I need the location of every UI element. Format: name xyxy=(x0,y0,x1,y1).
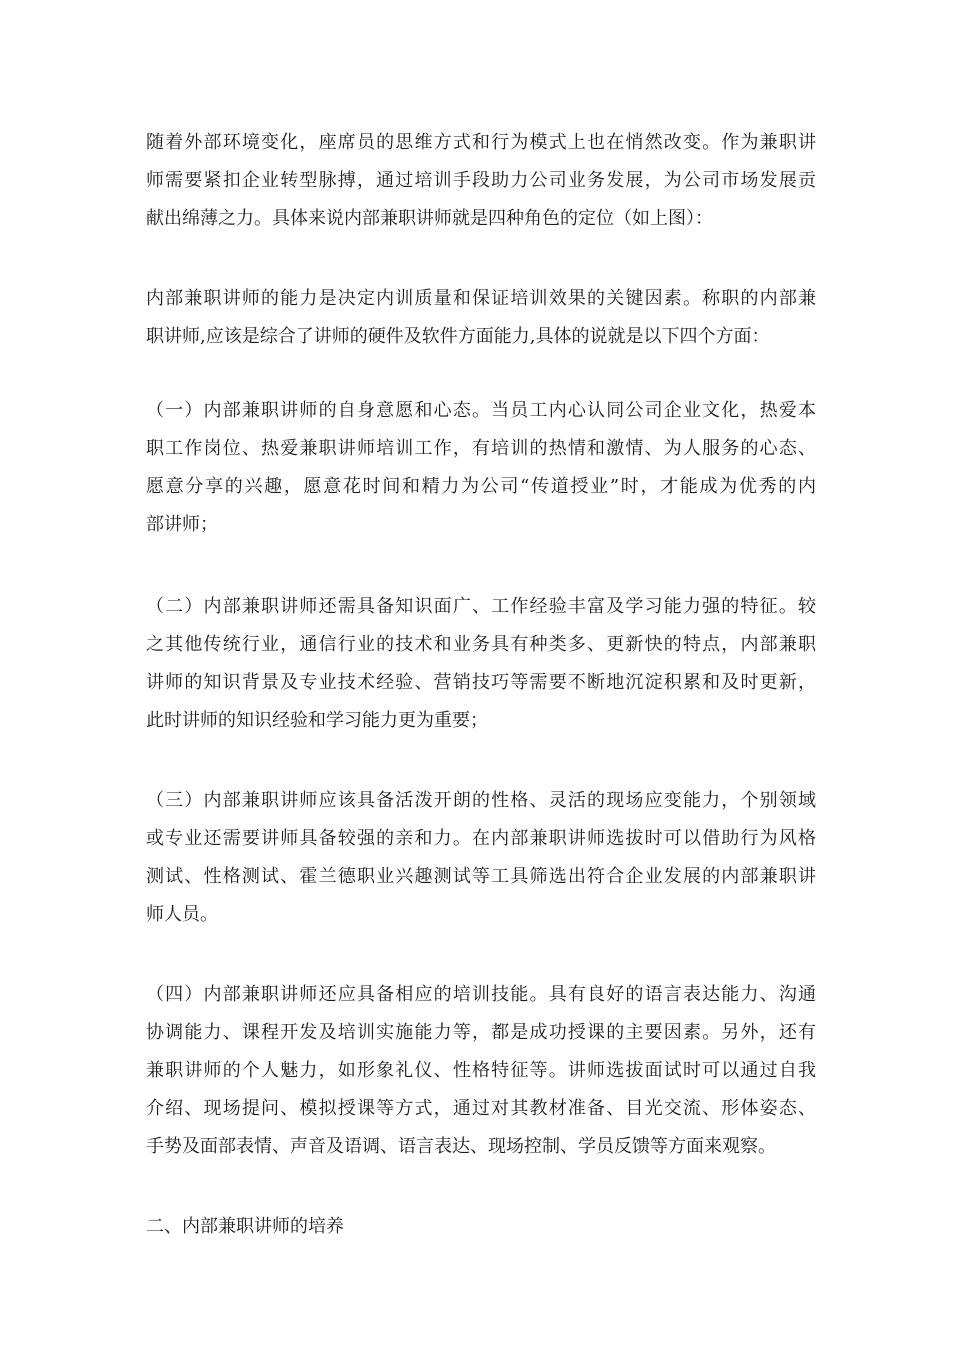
paragraph-line: 部讲师； xyxy=(146,514,218,535)
paragraph-line: 之其他传统行业，通信行业的技术和业务具有种类多、更新快的特点，内部兼职 xyxy=(146,634,816,655)
paragraph-point-3 xyxy=(146,782,816,934)
paragraph-line: 献出绵薄之力。具体来说内部兼职讲师就是四种角色的定位（如上图）： xyxy=(146,208,713,229)
paragraph-point-4 xyxy=(146,976,816,1166)
paragraph-point-2 xyxy=(146,588,816,740)
paragraph-point-1 xyxy=(146,392,816,544)
paragraph-line: 测试、性格测试、霍兰德职业兴趣测试等工具筛选出符合企业发展的内部兼职讲 xyxy=(146,866,816,887)
paragraph-line: 职工作岗位、热爱兼职讲师培训工作，有培训的热情和激情、为人服务的心态、 xyxy=(146,438,816,459)
paragraph-line: 师人员。 xyxy=(146,904,218,925)
paragraph-line: 内部兼职讲师的能力是决定内训质量和保证培训效果的关键因素。称职的内部兼 xyxy=(146,288,816,309)
paragraph-line: 手势及面部表情、声音及语调、语言表达、现场控制、学员反馈等方面来观察。 xyxy=(146,1136,776,1157)
paragraph-line: 随着外部环境变化，座席员的思维方式和行为模式上也在悄然改变。作为兼职讲 xyxy=(146,132,816,153)
paragraph-line: 兼职讲师的个人魅力，如形象礼仪、性格特征等。讲师选拔面试时可以通过自我 xyxy=(146,1060,816,1081)
paragraph-line: 愿意分享的兴趣，愿意花时间和精力为公司“传道授业”时，才能成为优秀的内 xyxy=(146,476,816,497)
section-heading: 二、内部兼职讲师的培养 xyxy=(146,1216,344,1237)
paragraph-line: 协调能力、课程开发及培训实施能力等，都是成功授课的主要因素。另外，还有 xyxy=(146,1022,816,1043)
paragraph-line: （三）内部兼职讲师应该具备活泼开朗的性格、灵活的现场应变能力，个别领域 xyxy=(146,790,816,811)
paragraph-intro xyxy=(146,124,816,238)
paragraph-line: 师需要紧扣企业转型脉搏，通过培训手段助力公司业务发展，为公司市场发展贡 xyxy=(146,170,816,191)
paragraph-line: （一）内部兼职讲师的自身意愿和心态。当员工内心认同公司企业文化，热爱本 xyxy=(146,400,816,421)
paragraph-abilities xyxy=(146,280,816,356)
paragraph-line: （二）内部兼职讲师还需具备知识面广、工作经验丰富及学习能力强的特征。较 xyxy=(146,596,816,617)
paragraph-line: 职讲师,应该是综合了讲师的硬件及软件方面能力,具体的说就是以下四个方面： xyxy=(146,326,770,347)
paragraph-line: 介绍、现场提问、模拟授课等方式，通过对其教材准备、目光交流、形体姿态、 xyxy=(146,1098,816,1119)
paragraph-line: 或专业还需要讲师具备较强的亲和力。在内部兼职讲师选拔时可以借助行为风格 xyxy=(146,828,816,849)
paragraph-line: （四）内部兼职讲师还应具备相应的培训技能。具有良好的语言表达能力、沟通 xyxy=(146,984,816,1005)
paragraph-line: 讲师的知识背景及专业技术经验、营销技巧等需要不断地沉淀积累和及时更新， xyxy=(146,672,816,693)
paragraph-line: 此时讲师的知识经验和学习能力更为重要； xyxy=(146,710,488,731)
